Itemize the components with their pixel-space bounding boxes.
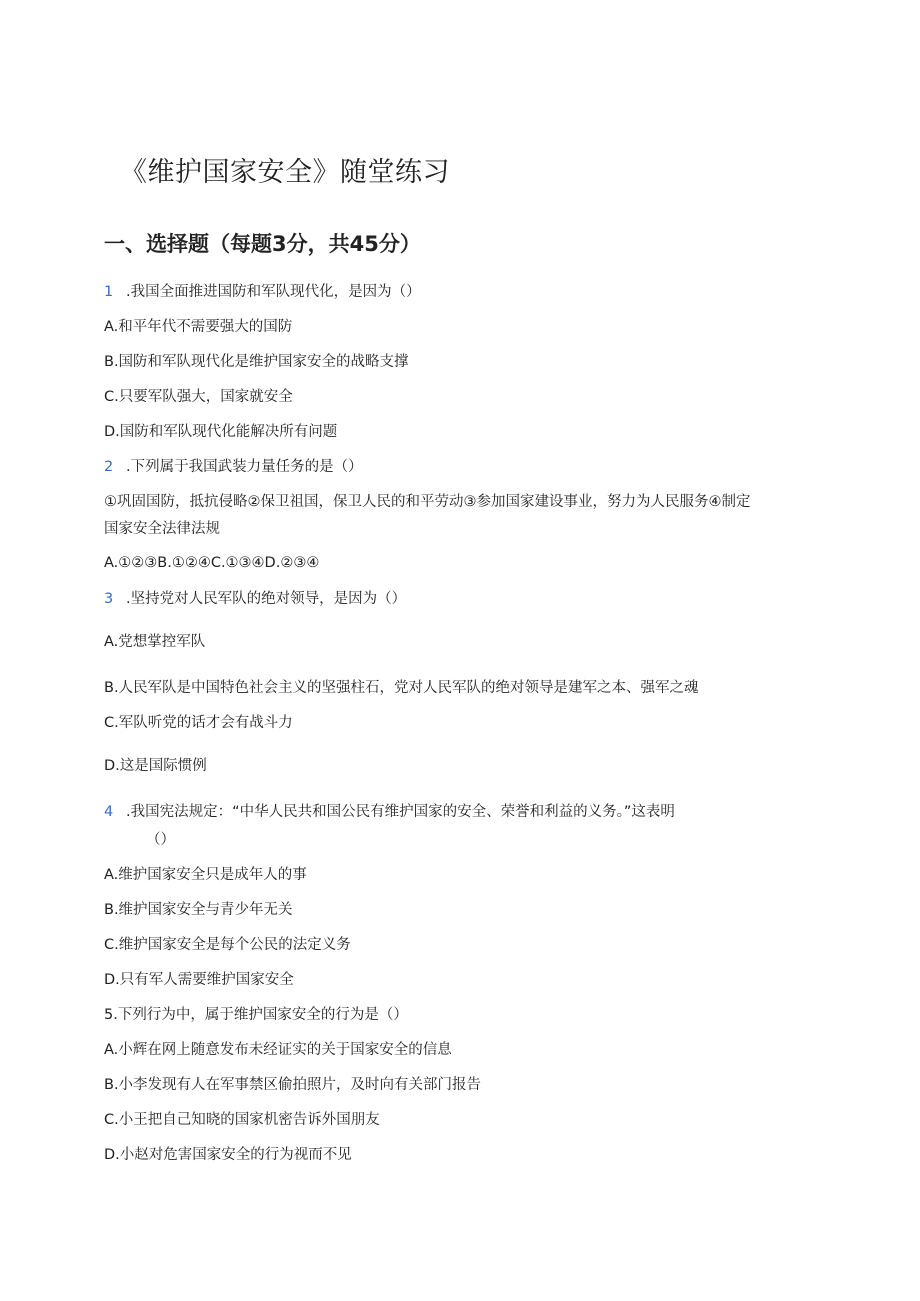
q2-options: A.①②③B.①②④C.①③④D.②③④ xyxy=(104,555,320,571)
q5-option-d: D.小赵对危害国家安全的行为视而不见 xyxy=(104,1147,352,1163)
q1-option-a: A.和平年代不需要强大的国防 xyxy=(104,319,293,335)
question-number: 2 xyxy=(104,459,114,475)
question-2-stem xyxy=(104,457,363,477)
question-4-stem xyxy=(104,802,675,822)
q4-option-d: D.只有军人需要维护国家安全 xyxy=(104,972,294,988)
section-heading: 一、选择题（每题3分，共45分） xyxy=(104,232,421,256)
question-number: 4 xyxy=(104,804,114,820)
q4-option-b: B.维护国家安全与青少年无关 xyxy=(104,902,293,918)
q1-option-d: D.国防和军队现代化能解决所有问题 xyxy=(104,424,338,440)
question-text: .坚持党对人民军队的绝对领导，是因为（） xyxy=(126,591,407,607)
q3-option-c: C.军队听党的话才会有战斗力 xyxy=(104,715,293,731)
question-3-stem xyxy=(104,589,406,609)
q2-items-line-1: ①巩固国防，抵抗侵略②保卫祖国，保卫人民的和平劳动③参加国家建设事业，努力为人民服务④制定 xyxy=(104,494,751,510)
q4-answer-paren: （） xyxy=(146,832,175,848)
question-text: .下列属于我国武装力量任务的是（） xyxy=(126,459,363,475)
q3-option-d: D.这是国际惯例 xyxy=(104,758,207,774)
question-text: .我国宪法规定：“中华人民共和国公民有维护国家的安全、荣誉和利益的义务。”这表明 xyxy=(126,804,675,820)
q4-option-a: A.维护国家安全只是成年人的事 xyxy=(104,867,307,883)
q3-option-b: B.人民军队是中国特色社会主义的坚强柱石，党对人民军队的绝对领导是建军之本、强军之魂 xyxy=(104,680,699,696)
q5-option-a: A.小辉在网上随意发布未经证实的关于国家安全的信息 xyxy=(104,1042,452,1058)
q5-option-c: C.小王把自己知晓的国家机密告诉外国朋友 xyxy=(104,1112,380,1128)
q2-items-line-2: 国家安全法律法规 xyxy=(104,521,220,537)
q4-option-c: C.维护国家安全是每个公民的法定义务 xyxy=(104,937,351,953)
question-5-stem: 5.下列行为中，属于维护国家安全的行为是（） xyxy=(104,1007,408,1023)
question-number: 3 xyxy=(104,591,114,607)
question-1-stem xyxy=(104,282,421,302)
question-number: 1 xyxy=(104,284,114,300)
q5-option-b: B.小李发现有人在军事禁区偷拍照片，及时向有关部门报告 xyxy=(104,1077,482,1093)
q3-option-a: A.党想掌控军队 xyxy=(104,634,206,650)
document-title: 《维护国家安全》随堂练习 xyxy=(120,157,450,188)
q1-option-c: C.只要军队强大，国家就安全 xyxy=(104,389,293,405)
question-text: .我国全面推进国防和军队现代化，是因为（） xyxy=(126,284,421,300)
q1-option-b: B.国防和军队现代化是维护国家安全的战略支撑 xyxy=(104,354,409,370)
